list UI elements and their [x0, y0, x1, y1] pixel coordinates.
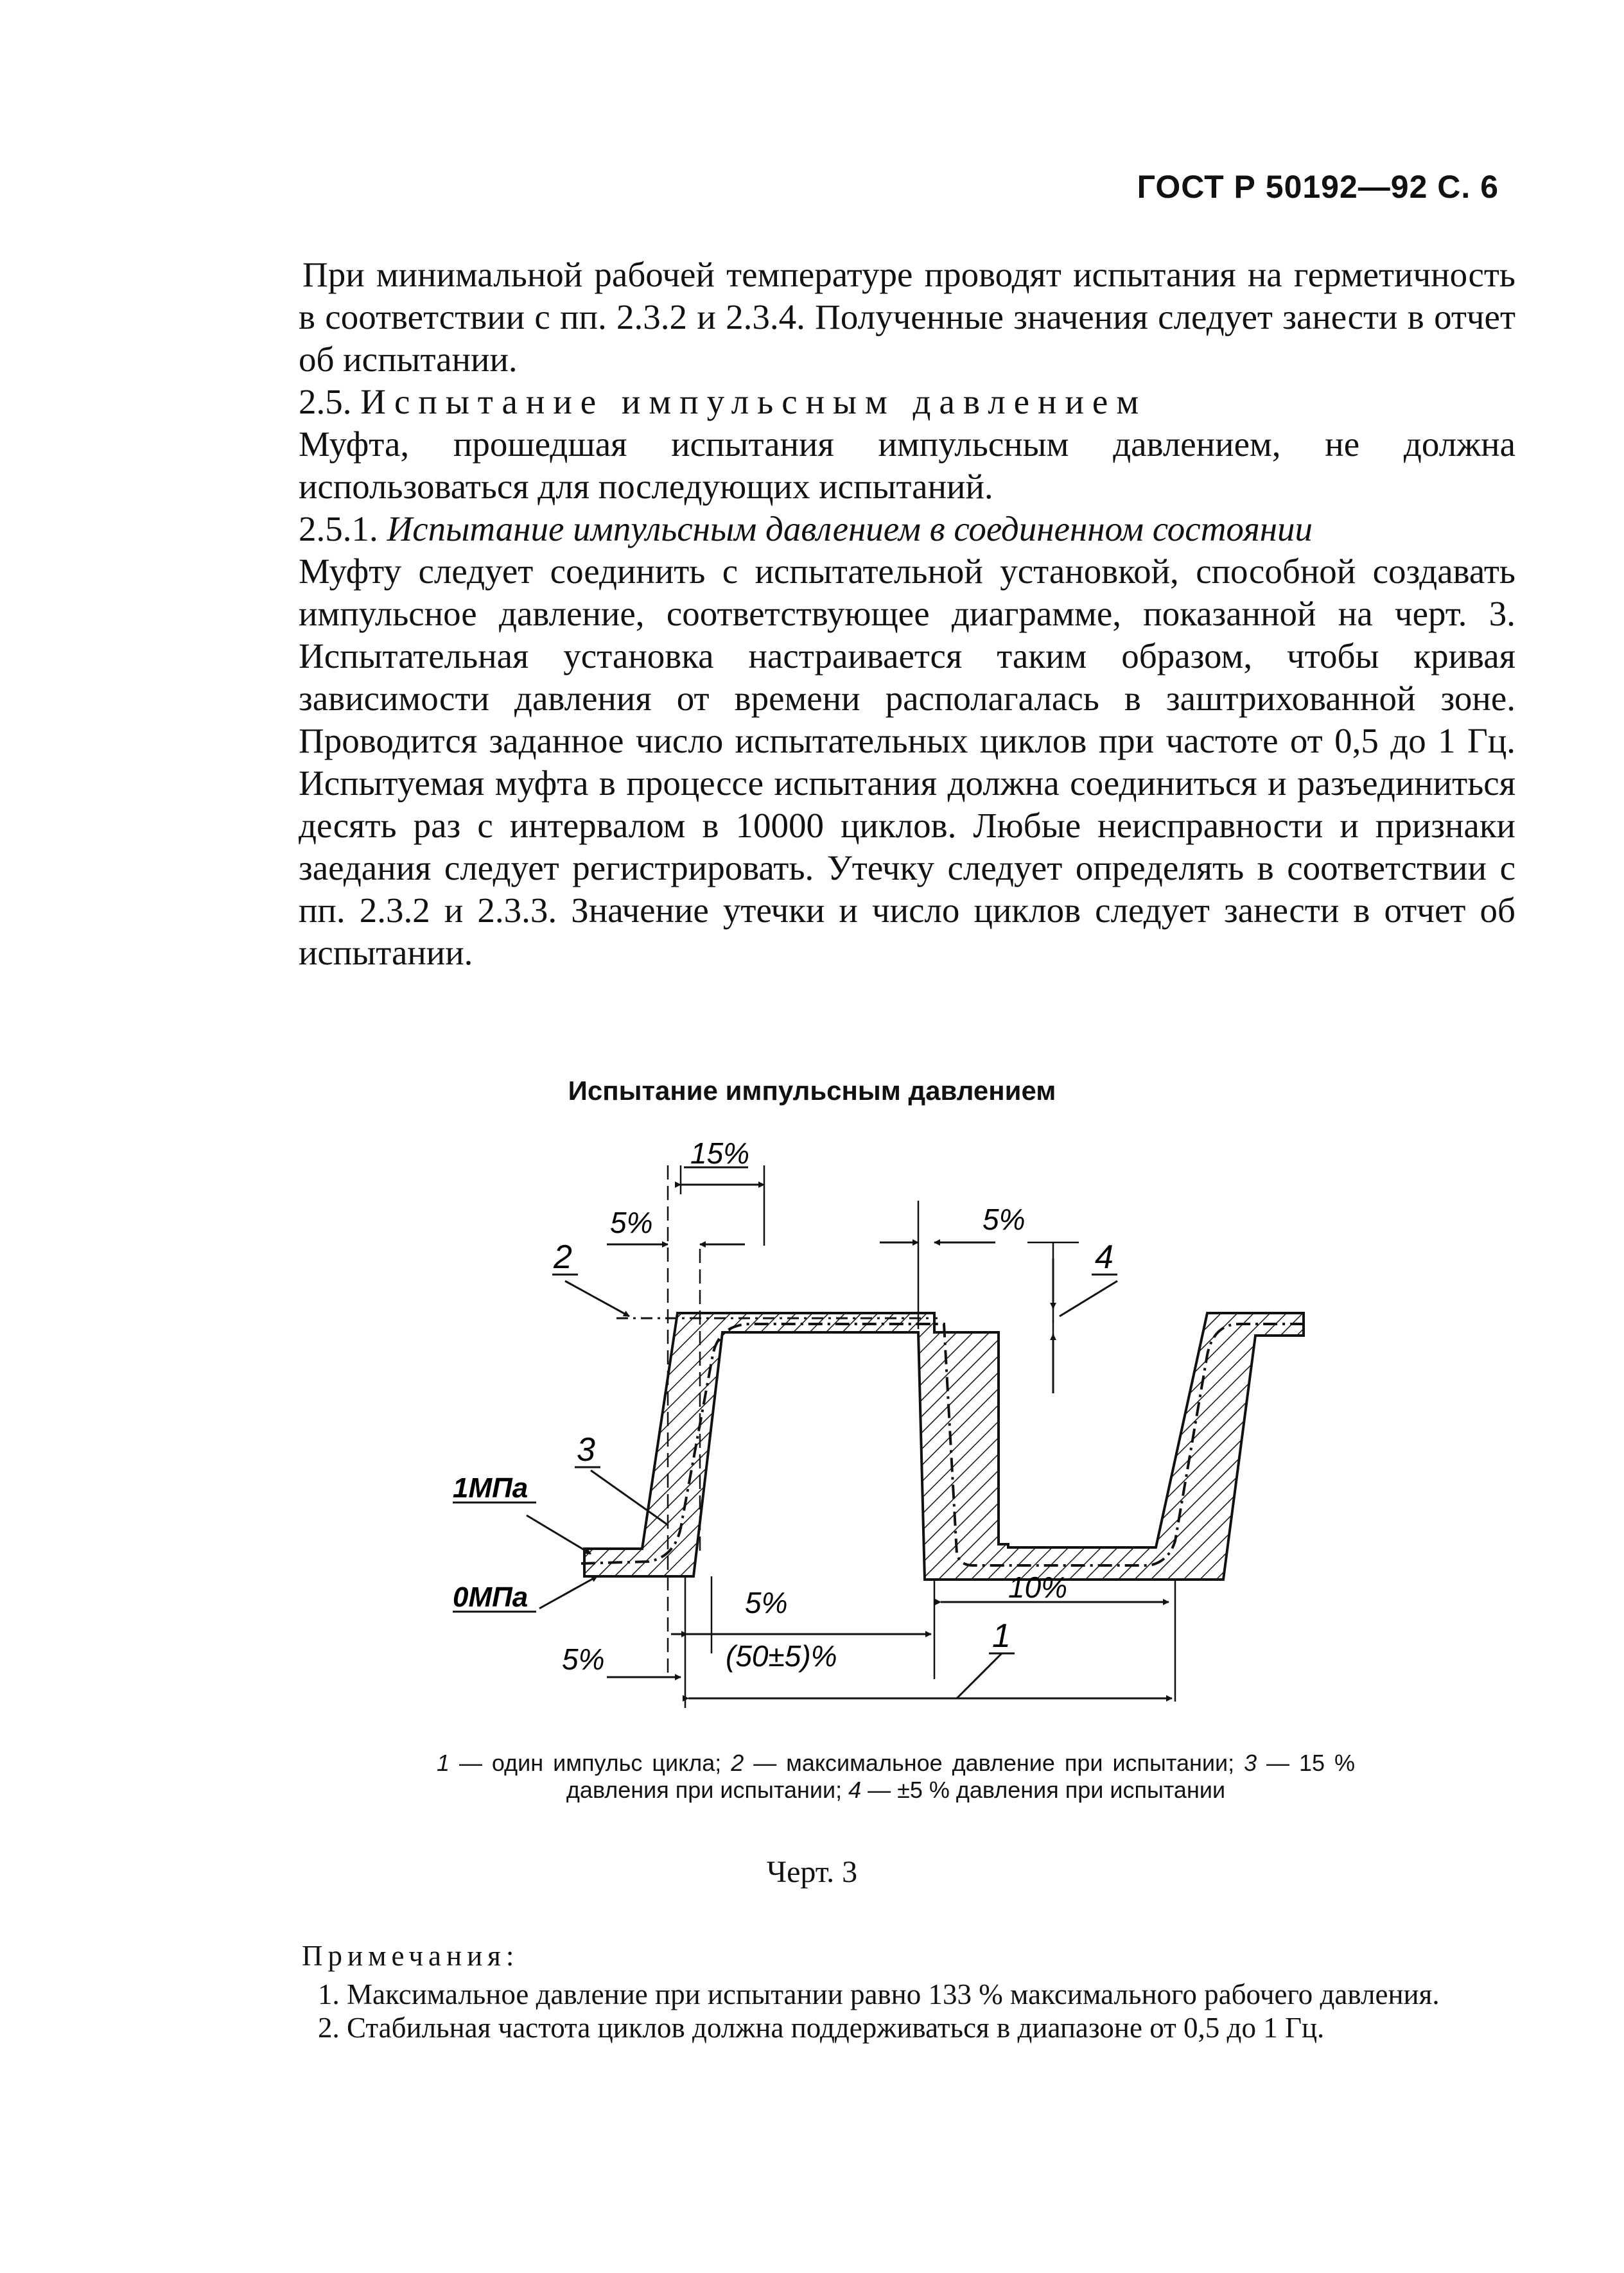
section-2-5-title: Испытание импульсным давлением — [360, 382, 1148, 421]
label-0mpa: 0МПа — [453, 1581, 528, 1613]
leader-1 — [957, 1653, 1002, 1698]
label-15pct: 15% — [690, 1136, 750, 1170]
section-2-5-1-number: 2.5.1. — [299, 509, 378, 548]
leader-4 — [1060, 1281, 1117, 1316]
legend-text-2: — максимальное давление при испытании; — [744, 1750, 1244, 1776]
legend-num-3: 3 — [1244, 1750, 1257, 1776]
leader-2 — [565, 1281, 629, 1316]
note-2: 2. Стабильная частота циклов должна поддерживаться в диапазоне от 0,5 до 1 Гц. — [318, 2012, 1325, 2044]
figure-caption: Черт. 3 — [766, 1855, 858, 1889]
notes-title: Примечания: — [302, 1940, 520, 1972]
label-3: 3 — [577, 1431, 595, 1468]
label-50pct: (50±5)% — [726, 1639, 837, 1673]
legend-num-2: 2 — [731, 1750, 744, 1776]
section-2-5-1-title: Испытание импульсным давлением в соединенном состоянии — [387, 509, 1313, 548]
legend-text-4: — ±5 % давления при испытании — [861, 1777, 1226, 1803]
label-5pct-top-right: 5% — [982, 1203, 1026, 1236]
legend-text-1: — один импульс цикла; — [450, 1750, 731, 1776]
label-2: 2 — [554, 1239, 572, 1276]
legend-num-4: 4 — [848, 1777, 862, 1803]
label-5pct-mid: 5% — [745, 1586, 788, 1619]
note-1: 1. Максимальное давление при испытании равно 133 % максимального рабочего давления. — [318, 1978, 1440, 2010]
figure-legend — [437, 1750, 1355, 1804]
label-4: 4 — [1095, 1239, 1113, 1276]
tolerance-band — [584, 1313, 1304, 1580]
label-10pct: 10% — [1008, 1571, 1068, 1604]
notes-block — [302, 1939, 1515, 2044]
label-5pct-bottom: 5% — [562, 1642, 605, 1676]
paragraph-1-text: При минимальной рабочей температуре проводят испытания на герметичность в соответствии с пп. 2.3.2 и 2.3.4. Полученные значения следует занести в отчет об испытании. — [299, 255, 1515, 379]
paragraph-2: Муфта, прошедшая испытания импульсным давлением, не должна использоваться для последующих испытаний. — [299, 424, 1515, 506]
section-2-5-number: 2.5. — [299, 382, 352, 421]
leader-1mpa — [527, 1515, 591, 1554]
leader-0mpa — [539, 1576, 597, 1608]
legend-num-1: 1 — [437, 1750, 450, 1776]
label-1mpa: 1МПа — [453, 1472, 528, 1504]
figure-title: Испытание импульсным давлением — [568, 1076, 1056, 1106]
paragraph-3: Муфту следует соединить с испытательной установкой, способной создавать импульсное давление, соответствующее диаграмме, показанной на черт. 3. Испытательная установка настраивается таким образом, чтобы кривая зависимости давления от времени располагалась в заштрихованной зоне. Проводится заданное число испытательных циклов при частоте от 0,5 до 1 Гц. Испытуемая муфта в процессе испытания должна соединиться и разъединиться десять раз с интервалом в 10000 циклов. Любые неисправности и признаки заедания следует регистрировать. Утечку следует определять в соответствии с пп. 2.3.2 и 2.3.3. Значение утечки и число циклов следует занести в отчет об испытании. — [299, 552, 1515, 972]
label-5pct-top-left: 5% — [610, 1206, 653, 1239]
page-header: ГОСТ Р 50192—92 С. 6 — [1137, 169, 1499, 205]
legend-text-3: — 15 % давления при испытании; — [566, 1750, 1355, 1803]
label-1: 1 — [992, 1617, 1011, 1655]
